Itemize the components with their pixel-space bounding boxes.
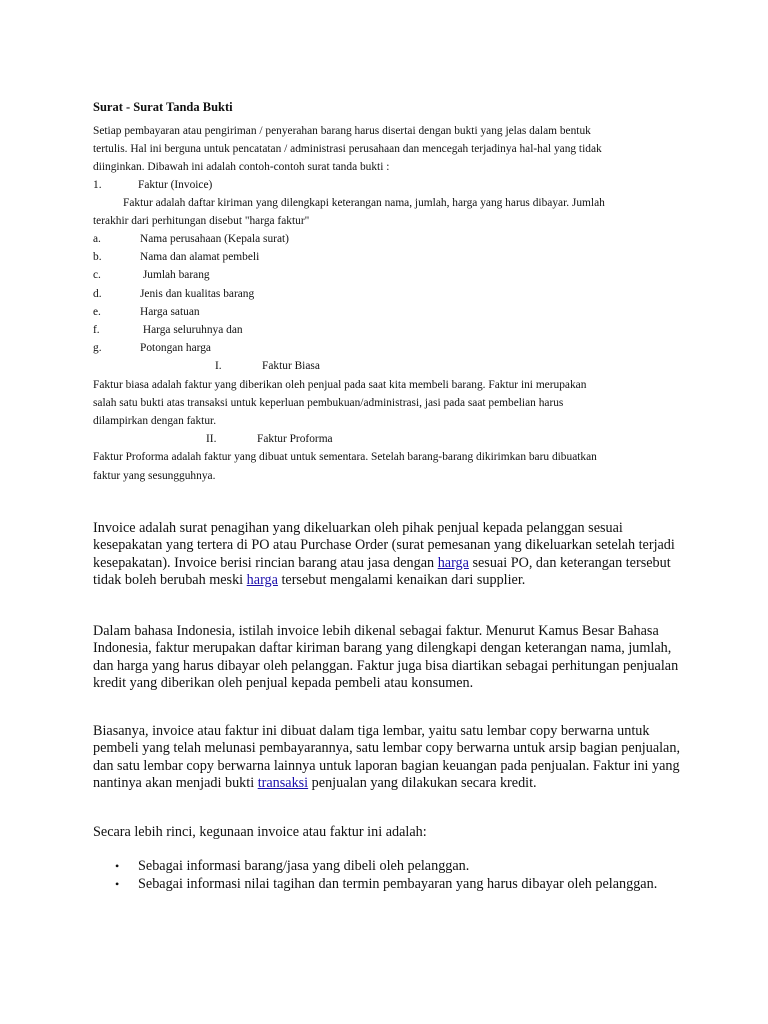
- harga-link-2[interactable]: harga: [246, 571, 278, 588]
- para1-text-c: tersebut mengalami kenaikan dari supplier.: [277, 571, 526, 588]
- sub1-number: I.: [215, 360, 222, 372]
- transaksi-link[interactable]: transaksi: [257, 774, 309, 791]
- sub1-line-2: salah satu bukti atas transaksi untuk keperluan pembukuan/administrasi, jasi pada saat pembelian harus: [93, 397, 564, 409]
- para3-text-b: penjualan yang dilakukan secara kredit.: [308, 774, 537, 791]
- list-item-f: Harga seluruhnya dan: [140, 324, 243, 336]
- harga-link-1[interactable]: harga: [437, 554, 469, 571]
- bullet-item-1: Sebagai informasi barang/jasa yang dibeli oleh pelanggan.: [138, 858, 470, 874]
- bullet-icon-2: •: [115, 877, 120, 891]
- list-label-f: f.: [93, 324, 100, 336]
- section1-desc-line-1: Faktur adalah daftar kiriman yang dilengkapi keterangan nama, jumlah, harga yang harus dibayar. Jumlah: [123, 197, 605, 209]
- intro-line-1: Setiap pembayaran atau pengiriman / penyerahan barang harus disertai dengan bukti yang jelas dalam bentuk: [93, 125, 591, 137]
- list-label-e: e.: [93, 306, 101, 318]
- para3-text-a: Biasanya, invoice atau faktur ini dibuat dalam tiga lembar, yaitu satu lembar copy berwarna untuk pembeli yang telah melunasi pembayarannya, satu lembar copy berwarna untuk arsip bagian penjualan, dan satu lembar copy berwarna lainnya untuk laporan bagian keuangan pada penjualan. Faktur ini yang nantinya akan menjadi bukti: [93, 723, 680, 791]
- list-item-d: Jenis dan kualitas barang: [140, 288, 255, 300]
- sub2-heading: Faktur Proforma: [257, 433, 333, 445]
- paragraph-kegunaan: Secara lebih rinci, kegunaan invoice atau faktur ini adalah:: [93, 824, 427, 840]
- list-label-d: d.: [93, 288, 102, 300]
- list-label-b: b.: [93, 251, 102, 263]
- section1-number: 1.: [93, 179, 102, 191]
- section1-heading: Faktur (Invoice): [138, 179, 213, 191]
- bullet-item-2: Sebagai informasi nilai tagihan dan termin pembayaran yang harus dibayar oleh pelanggan.: [138, 876, 658, 892]
- paragraph-faktur: Dalam bahasa Indonesia, istilah invoice lebih dikenal sebagai faktur. Menurut Kamus Besar Bahasa Indonesia, faktur merupakan daftar kiriman barang yang dilengkapi dengan keterangan nama, jumlah, dan harga yang harus dibayar oleh pelanggan. Faktur juga bisa diartikan sebagai perhitungan penjualan kredit yang diberikan oleh penjual kepada pembeli atau konsumen.: [93, 623, 679, 691]
- intro-line-2: tertulis. Hal ini berguna untuk pencatatan / administrasi perusahaan dan mencegah terjadinya hal-hal yang tidak: [93, 143, 602, 155]
- list-item-g: Potongan harga: [140, 342, 211, 354]
- para1-text-a: Invoice adalah surat penagihan yang dikeluarkan oleh pihak penjual kepada pelanggan sesuai kesepakatan yang tertera di PO atau Purchase Order (surat pemesanan yang dikeluarkan setelah terjadi kesepakatan). Invoice berisi rincian barang atau jasa dengan: [93, 520, 675, 571]
- sub1-line-3: dilampirkan dengan faktur.: [93, 415, 217, 427]
- list-label-g: g.: [93, 342, 102, 354]
- list-label-a: a.: [93, 233, 101, 245]
- list-item-b: Nama dan alamat pembeli: [140, 251, 260, 263]
- doc-title: Surat - Surat Tanda Bukti: [93, 100, 233, 114]
- section1-desc-line-2: terakhir dari perhitungan disebut "harga faktur": [93, 215, 310, 227]
- paragraph-lembar: [93, 723, 693, 792]
- intro-line-3: diinginkan. Dibawah ini adalah contoh-contoh surat tanda bukti :: [93, 161, 390, 173]
- paragraph-invoice: [93, 520, 693, 589]
- sub2-number: II.: [206, 433, 217, 445]
- list-item-c: Jumlah barang: [140, 269, 210, 281]
- sub1-heading: Faktur Biasa: [262, 360, 320, 372]
- list-item-a: Nama perusahaan (Kepala surat): [140, 233, 289, 245]
- bullet-icon-1: •: [115, 859, 120, 873]
- sub2-line-1: Faktur Proforma adalah faktur yang dibuat untuk sementara. Setelah barang-barang dikirimkan baru dibuatkan: [93, 451, 597, 463]
- para1-text-b: sesuai PO, dan keterangan tersebut tidak boleh berubah meski: [93, 554, 671, 588]
- sub2-line-2: faktur yang sesungguhnya.: [93, 470, 216, 482]
- list-label-c: c.: [93, 269, 101, 281]
- list-item-e: Harga satuan: [140, 306, 200, 318]
- sub1-line-1: Faktur biasa adalah faktur yang diberikan oleh penjual pada saat kita membeli barang. Faktur ini merupakan: [93, 379, 587, 391]
